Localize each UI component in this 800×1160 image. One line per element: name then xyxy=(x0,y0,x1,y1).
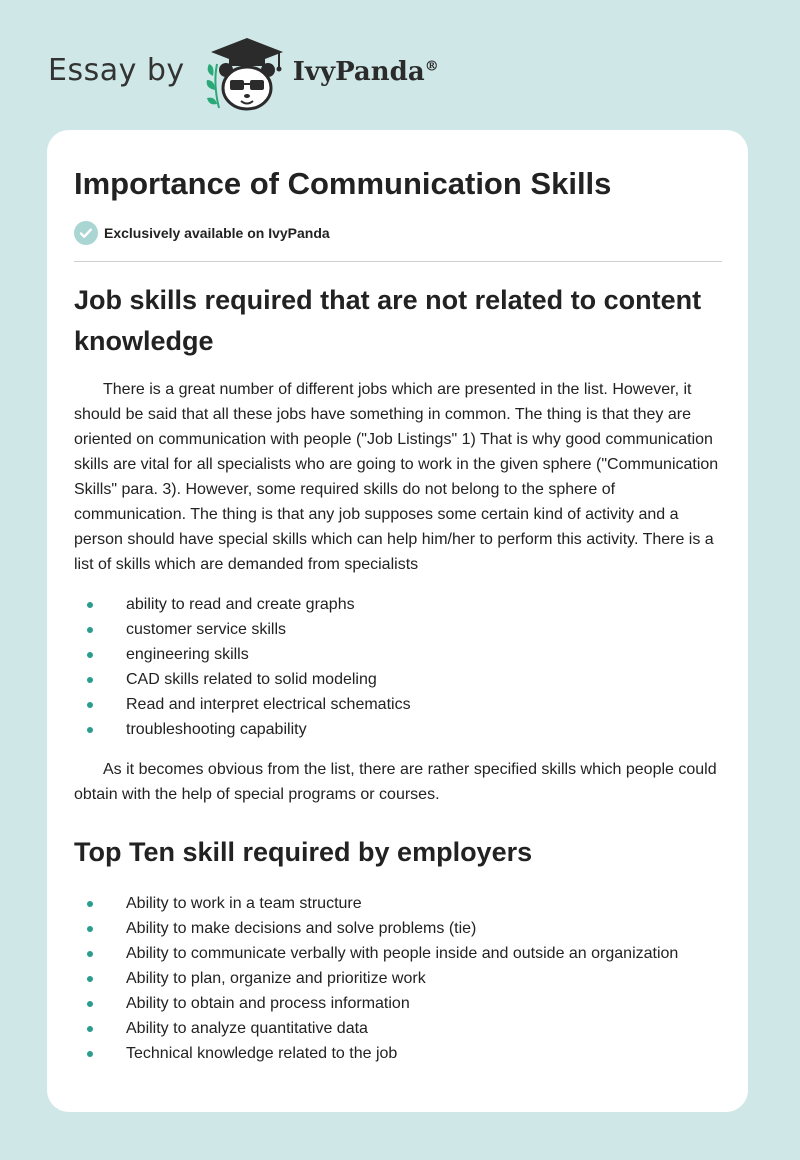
exclusive-badge xyxy=(74,221,330,245)
list-item-text: Ability to make decisions and solve problems (tie) xyxy=(126,920,477,937)
list-item xyxy=(74,916,722,941)
article-body xyxy=(74,280,722,1066)
list-item xyxy=(74,617,722,642)
list-item-text: Ability to communicate verbally with people inside and outside an organization xyxy=(126,945,679,962)
list-item-text: Ability to obtain and process information xyxy=(126,995,410,1012)
section-paragraph: There is a great number of different jobs which are presented in the list. However, it should be said that all these jobs have something in common. The thing is that they are oriented on communication with people ("Job Listings" 1) That is why good communication skills are vital for all specialists who are going to work in the given sphere ("Communication Skills" para. 3). However, some required skills do not belong to the sphere of communication. The thing is that any job supposes some certain kind of activity and a person should have special skills which can help him/her to perform this activity. There is a list of skills which are demanded from specialists xyxy=(74,381,719,573)
bullet-icon xyxy=(87,1051,93,1057)
bullet-icon xyxy=(87,926,93,932)
bullet-icon xyxy=(87,976,93,982)
list-item xyxy=(74,1041,722,1066)
brand-name[interactable] xyxy=(293,57,439,87)
list-item-text: troubleshooting capability xyxy=(126,721,307,738)
list-item xyxy=(74,717,722,742)
section-paragraph: As it becomes obvious from the list, there are rather specified skills which people could obtain with the help of special programs or courses. xyxy=(74,761,717,803)
list-item xyxy=(74,966,722,991)
employer-skills-list xyxy=(74,891,722,1066)
list-item-text: Read and interpret electrical schematics xyxy=(126,696,411,713)
list-item xyxy=(74,991,722,1016)
list-item xyxy=(74,1016,722,1041)
list-item xyxy=(74,592,722,617)
list-item-text: Ability to plan, organize and prioritize work xyxy=(126,970,426,987)
list-item xyxy=(74,642,722,667)
bullet-icon xyxy=(87,727,93,733)
brand-name-text: IvyPanda xyxy=(292,57,425,87)
page-title: Importance of Communication Skills xyxy=(74,166,612,201)
list-item-text: Technical knowledge related to the job xyxy=(126,1045,398,1062)
list-item-text: customer service skills xyxy=(126,621,287,638)
site-header xyxy=(48,34,439,114)
list-item-text: Ability to work in a team structure xyxy=(126,895,362,912)
list-item xyxy=(74,941,722,966)
list-item xyxy=(74,667,722,692)
bullet-icon xyxy=(87,702,93,708)
section-job-skills xyxy=(74,280,722,807)
section-heading: Top Ten skill required by employers xyxy=(74,837,533,867)
bullet-icon xyxy=(87,951,93,957)
list-item-text: Ability to analyze quantitative data xyxy=(126,1020,368,1037)
essay-card xyxy=(47,130,748,1112)
brand-prefix: Essay by xyxy=(48,52,185,88)
list-item xyxy=(74,891,722,916)
divider xyxy=(74,261,722,262)
section-top-ten xyxy=(74,832,722,1066)
bullet-icon xyxy=(87,901,93,907)
section-heading: Job skills required that are not related to content knowledge xyxy=(74,285,702,356)
bullet-icon xyxy=(87,602,93,608)
bullet-icon xyxy=(87,1026,93,1032)
bullet-icon xyxy=(87,677,93,683)
bullet-icon xyxy=(87,652,93,658)
check-circle-icon xyxy=(74,221,98,245)
list-item-text: engineering skills xyxy=(126,646,249,663)
skills-list xyxy=(74,592,722,742)
list-item-text: ability to read and create graphs xyxy=(126,596,355,613)
list-item xyxy=(74,692,722,717)
list-item-text: CAD skills related to solid modeling xyxy=(126,671,377,688)
bullet-icon xyxy=(87,1001,93,1007)
panda-graduate-logo-icon[interactable] xyxy=(199,34,295,114)
exclusive-badge-label: Exclusively available on IvyPanda xyxy=(104,225,330,241)
bullet-icon xyxy=(87,627,93,633)
registered-mark: ® xyxy=(424,58,439,75)
